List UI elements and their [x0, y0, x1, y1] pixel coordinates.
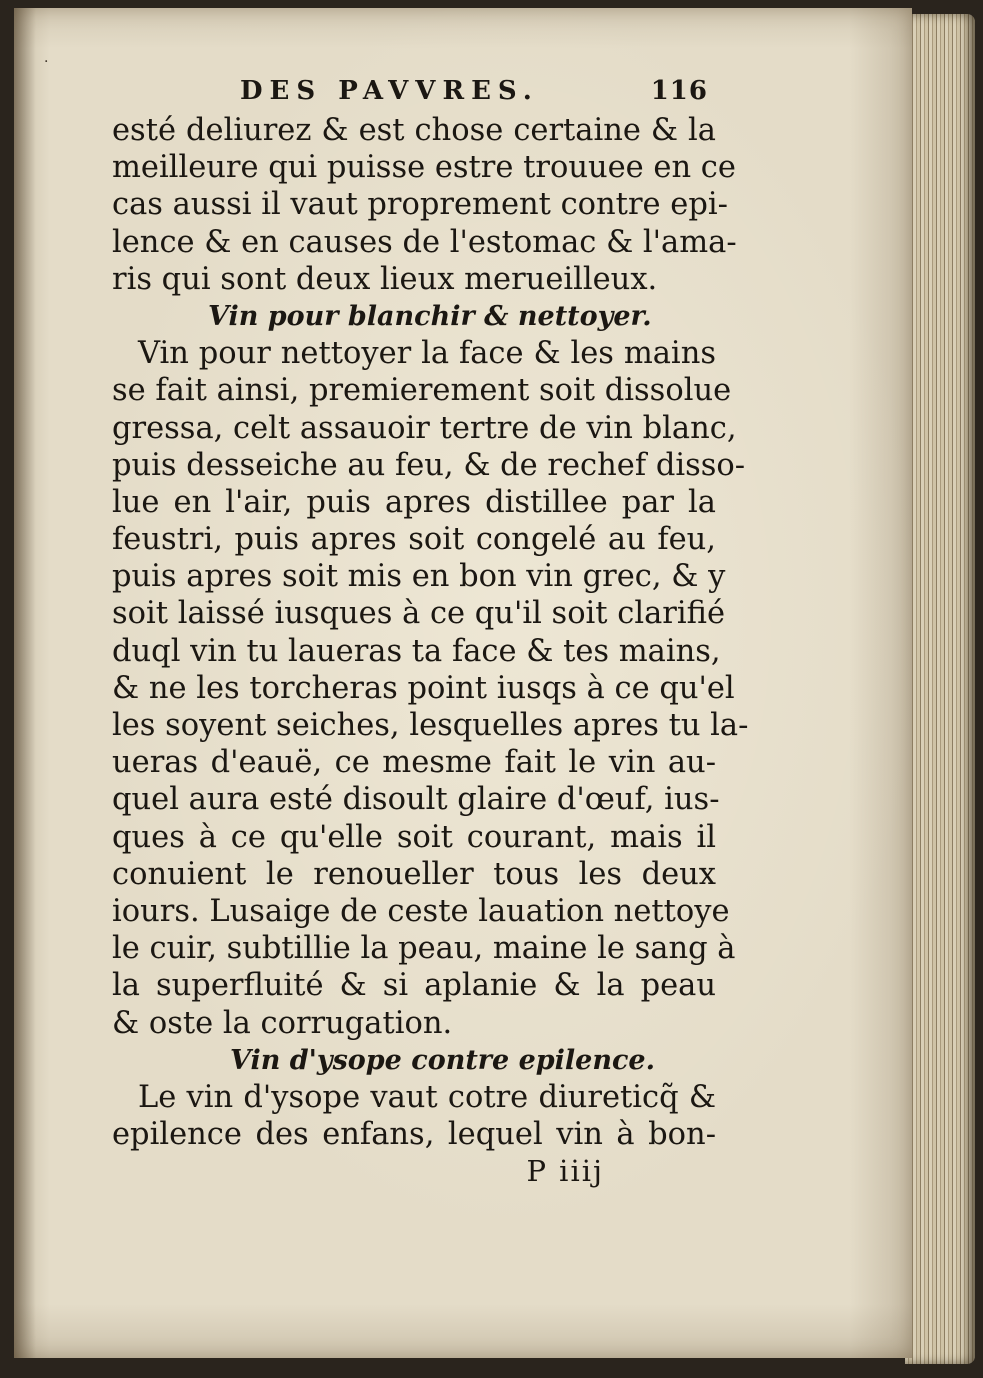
- text-line: soit laissé iusques à ce qu'il soit clarifié: [112, 596, 726, 632]
- text-line: gressa, celt assauoir tertre de vin blanc,: [112, 410, 737, 446]
- section-heading: Vin pour blanchir & nettoyer.: [208, 300, 652, 332]
- signature-mark: P iiij: [526, 1154, 604, 1189]
- text-line: duql vin tu laueras ta face & tes mains,: [112, 633, 721, 669]
- text-line: conuient le renoueller tous les deux: [112, 856, 716, 892]
- text-line: la superfluité & si aplanie & la peau: [112, 968, 716, 1004]
- margin-mark: [44, 54, 58, 58]
- text-line: lue en l'air, puis apres distillee par la: [112, 484, 716, 520]
- text-line: iours. Lusaige de ceste lauation nettoye: [112, 893, 730, 929]
- text-line: & oste la corrugation.: [112, 1005, 453, 1041]
- text-line: epilence des enfans, lequel vin à bon-: [112, 1117, 716, 1153]
- text-line: Le vin d'ysope vaut cotre diureticq̃ &: [138, 1079, 716, 1115]
- text-line: puis apres soit mis en bon vin grec, & y: [112, 559, 726, 595]
- page-edges: [905, 14, 975, 1364]
- text-line: Vin pour nettoyer la face & les mains: [138, 336, 716, 372]
- text-line: ques à ce qu'elle soit courant, mais il: [112, 819, 716, 855]
- text-line: lence & en causes de l'estomac & l'ama-: [112, 224, 737, 260]
- text-line: les soyent seiches, lesquelles apres tu la-: [112, 708, 749, 743]
- text-line: feustri, puis apres soit congelé au feu,: [112, 522, 716, 558]
- text-line: cas aussi il vaut proprement contre epi-: [112, 187, 728, 223]
- running-title: DES PAVVRES.: [240, 76, 539, 106]
- text-line: ueras d'eauë, ce mesme fait le vin au-: [112, 745, 716, 781]
- text-line: quel aura esté disoult glaire d'œuf, ius-: [112, 782, 720, 818]
- running-head: [112, 72, 716, 112]
- text-line: ris qui sont deux lieux merueilleux.: [112, 261, 658, 297]
- text-line: puis desseiche au feu, & de rechef disso-: [112, 447, 746, 483]
- text-line: & ne les torcheras point iusqs à ce qu'el: [112, 670, 735, 706]
- text-block: [112, 72, 749, 1190]
- binding-shadow: [14, 8, 36, 1358]
- text-line: le cuir, subtillie la peau, maine le sang à: [112, 931, 736, 967]
- text-line: meilleure qui puisse estre trouuee en ce: [112, 150, 736, 186]
- text-line: esté deliurez & est chose certaine & la: [112, 113, 716, 148]
- text-line: se fait ainsi, premierement soit dissolue: [112, 373, 732, 409]
- section-heading: Vin d'ysope contre epilence.: [230, 1044, 656, 1076]
- page-number: 116: [650, 76, 708, 106]
